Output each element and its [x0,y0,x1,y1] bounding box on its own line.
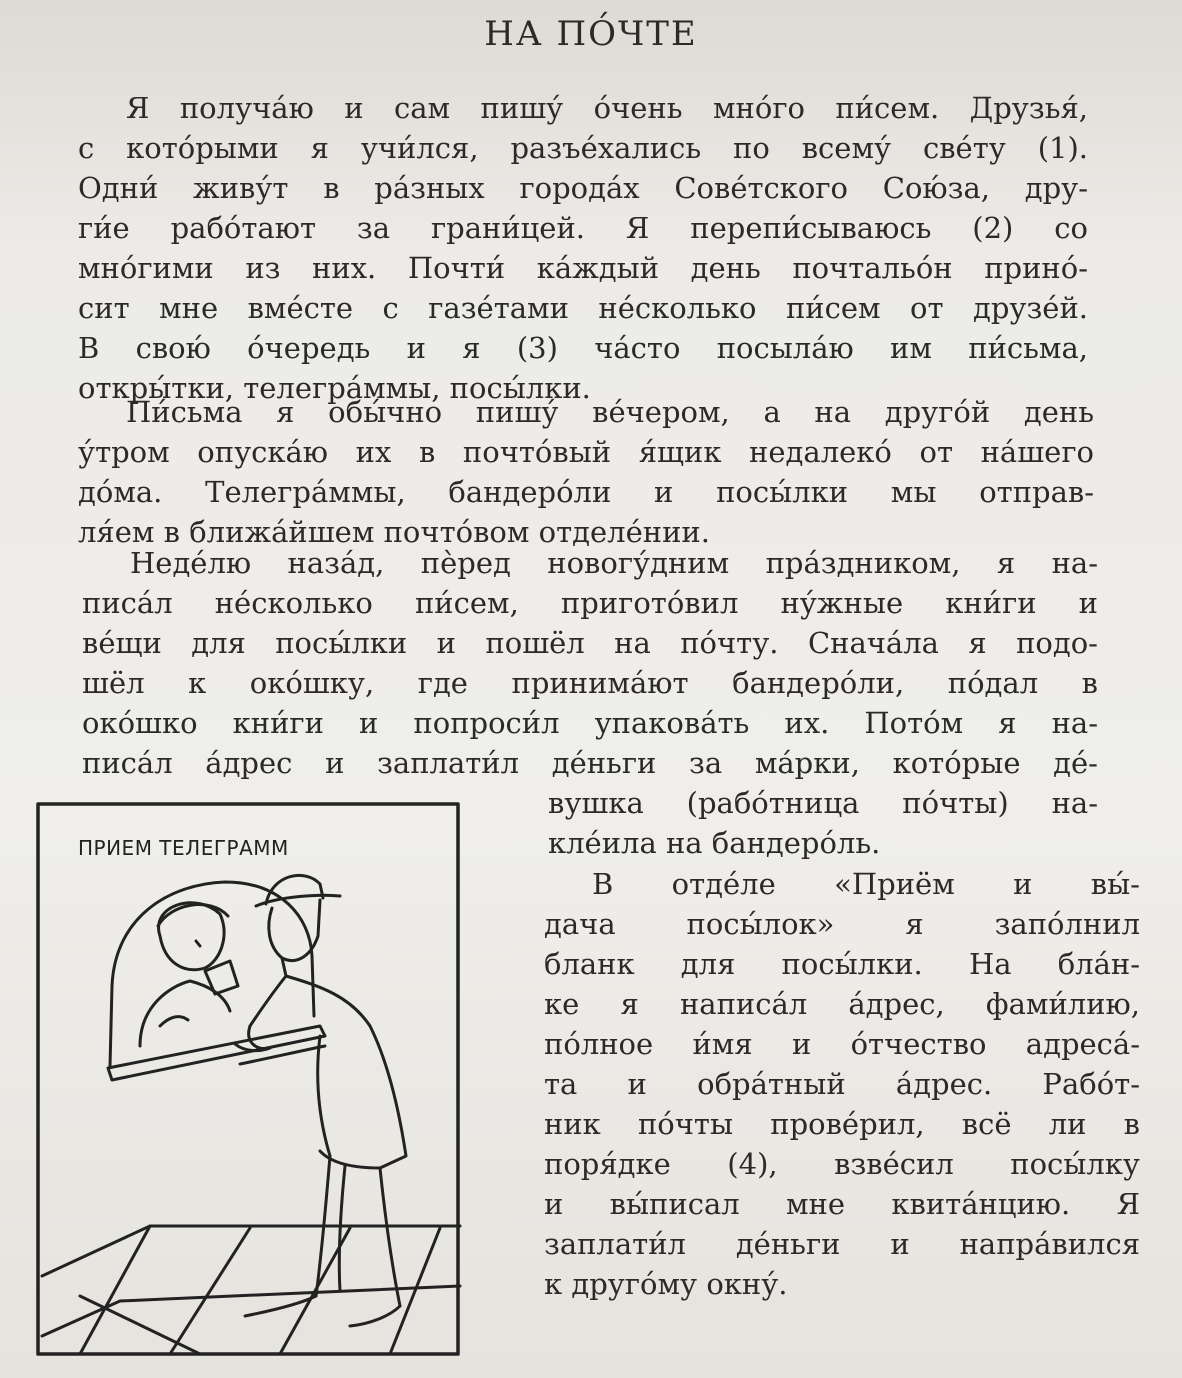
text-line: ги́е рабо́тают за грани́цей. Я перепи́сываюсь (2) со [78,211,1088,245]
text-line: писа́л не́сколько пи́сем, пригото́вил ну́жные кни́ги и [82,586,1098,620]
text-line: сит мне вме́сте с газе́тами не́сколько пи́сем от друзе́й. [78,291,1088,325]
illustration-drawing [20,796,486,1362]
text-line: В отде́ле «Приём и вы́- [592,867,1140,901]
text-line: мно́гими из них. Почти́ ка́ждый день почтальо́н прино́- [78,251,1088,285]
text-line: Одни́ живу́т в ра́зных города́х Сове́тского Сою́за, дру- [78,171,1088,205]
text-line: ник по́чты прове́рил, всё ли в [544,1107,1140,1141]
page-title: НА ПО́ЧТЕ [484,14,698,54]
paragraph-4 [544,864,1140,1304]
text-line: ля́ем в ближа́йшем почто́вом отделе́нии. [78,515,710,549]
text-line: кле́ила на бандеро́ль. [548,826,881,860]
text-line: Пи́сьма я обы́чно пишу́ ве́чером, а на друго́й день [126,395,1094,429]
text-line: бланк для посы́лки. На бла́н- [544,947,1140,981]
paragraph-2 [78,392,1094,552]
text-line: поря́дке (4), взве́сил посы́лку [544,1147,1140,1181]
paragraph-1 [78,88,1088,408]
paragraph-3-continuation [548,783,1098,863]
text-line: та и обра́тный а́дрес. Рабо́т- [544,1067,1140,1101]
text-line: Неде́лю наза́д, пѐред новогу́дним пра́здником, я на- [130,546,1098,580]
text-line: ве́щи для посы́лки и пошёл на по́чту. Снача́ла я подо- [82,626,1098,660]
text-line: по́лное и́мя и о́тчество адреса́- [544,1027,1140,1061]
text-line: и вы́писал мне квита́нцию. Я [544,1187,1140,1221]
text-line: до́ма. Телегра́ммы, бандеро́ли и посы́лки мы отправ- [78,475,1094,509]
text-line: дача посы́лок» я запо́лнил [544,907,1140,941]
text-line: ке я написа́л а́дрес, фами́лию, [544,987,1140,1021]
text-line: око́шко кни́ги и попроси́л упакова́ть их. Пото́м я на- [82,706,1098,740]
text-line: вушка (рабо́тница по́чты) на- [548,786,1098,820]
text-line: писа́л а́дрес и заплати́л де́ньги за ма́рки, кото́рые де́- [82,746,1098,780]
text-line: к друго́му окну́. [544,1267,788,1301]
paragraph-3 [82,543,1098,783]
text-line: В свою́ о́чередь и я (3) ча́сто посыла́ю им пи́сьма, [78,331,1088,365]
text-line: у́тром опуска́ю их в почто́вый я́щик недалеко́ от на́шего [78,435,1094,469]
text-line: заплати́л де́ньги и напра́вился [544,1227,1140,1261]
post-office-illustration [20,796,486,1362]
text-line: Я получа́ю и сам пишу́ о́чень мно́го пи́сем. Друзья́, [126,91,1088,125]
text-line: шёл к око́шку, где принима́ют бандеро́ли, по́дал в [82,666,1098,700]
text-line: с кото́рыми я учи́лся, разъе́хались по всему́ све́ту (1). [78,131,1088,165]
window-sign: ПРИЕМ ТЕЛЕГРАММ [78,836,289,860]
text-line: откры́тки, телегра́ммы, посы́лки. [78,371,591,405]
